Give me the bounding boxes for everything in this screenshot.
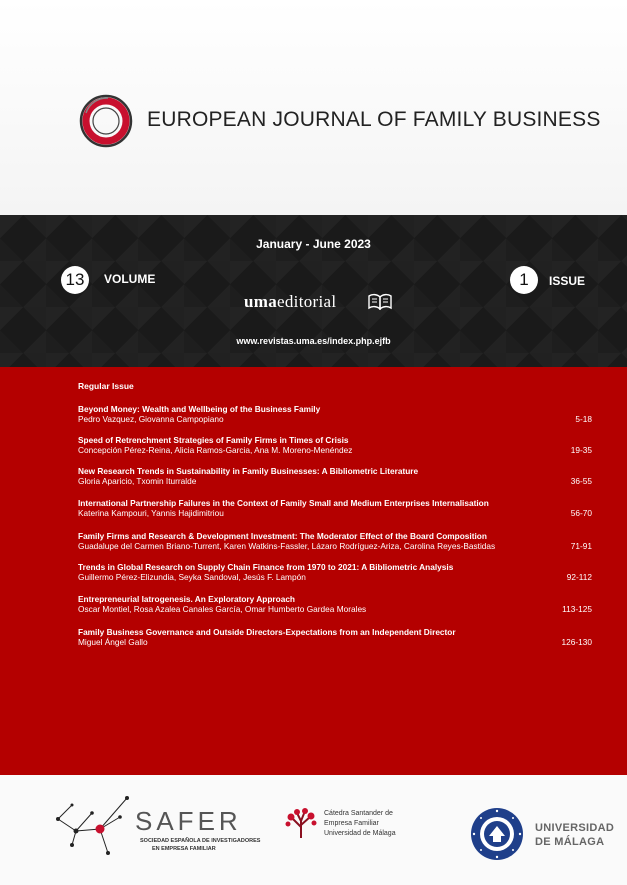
publisher-prefix: uma	[244, 292, 278, 311]
journal-logo-icon	[78, 93, 134, 149]
section-label: Regular Issue	[78, 381, 134, 391]
article-authors: Katerina Kampouri, Yannis Hajidimitriou	[78, 508, 224, 518]
catedra-line-3: Universidad de Málaga	[324, 830, 396, 837]
university-name-line-1: UNIVERSIDAD	[535, 822, 615, 834]
university-name-line-2: DE MÁLAGA	[535, 836, 605, 848]
article-authors: Guillermo Pérez-Elizundia, Seyka Sandoval, Jesús F. Lampón	[78, 572, 306, 582]
article-authors: Oscar Montiel, Rosa Azalea Canales García, Omar Humberto Gardea Morales	[78, 604, 367, 614]
issue-label: ISSUE	[549, 274, 586, 288]
catedra-line-1: Cátedra Santander de	[324, 810, 393, 817]
catedra-line-2: Empresa Familiar	[324, 820, 379, 827]
issue-number: 1	[510, 266, 538, 294]
article-authors: Pedro Vazquez, Giovanna Campopiano	[78, 414, 224, 424]
volume-number: 13	[61, 266, 89, 294]
open-book-icon	[368, 293, 392, 310]
article-title[interactable]: New Research Trends in Sustainability in Family Businesses: A Bibliometric Literature	[78, 466, 419, 476]
article-pages: 19-35	[570, 445, 592, 455]
journal-title: EUROPEAN JOURNAL OF FAMILY BUSINESS	[147, 108, 601, 131]
article-title[interactable]: Beyond Money: Wealth and Wellbeing of the Business Family	[78, 404, 321, 414]
article-pages: 56-70	[570, 508, 592, 518]
cover-header	[0, 0, 627, 215]
article-title[interactable]: Trends in Global Research on Supply Chain Finance from 1970 to 2021: A Bibliometric Analysis	[78, 562, 454, 572]
article-pages: 5-18	[575, 414, 592, 424]
article-title[interactable]: Entrepreneurial Iatrogenesis. An Exploratory Approach	[78, 594, 295, 604]
safer-subtitle-1: SOCIEDAD ESPAÑOLA DE INVESTIGADORES	[140, 838, 261, 844]
safer-network-icon	[52, 795, 137, 857]
article-authors: Gloria Aparicio, Txomin Iturralde	[78, 476, 197, 486]
issue-dates: January - June 2023	[256, 237, 371, 251]
journal-url-link[interactable]: www.revistas.uma.es/index.php.ejfb	[236, 336, 391, 346]
article-title[interactable]: Speed of Retrenchment Strategies of Family Firms in Times of Crisis	[78, 435, 349, 445]
volume-label: VOLUME	[104, 272, 156, 286]
article-authors: Miguel Ángel Gallo	[78, 637, 148, 647]
article-authors: Concepción Pérez-Reina, Alicia Ramos-Garcia, Ana M. Moreno-Menéndez	[78, 445, 353, 455]
safer-subtitle-2: EN EMPRESA FAMILIAR	[152, 846, 216, 852]
article-title[interactable]: International Partnership Failures in the Context of Family Small and Medium Enterprises Internalisation	[78, 498, 489, 508]
article-pages: 126-130	[561, 637, 592, 647]
publisher-logo	[244, 292, 336, 312]
article-title[interactable]: Family Firms and Research & Development Investment: The Moderator Effect of the Board Composition	[78, 531, 487, 541]
article-pages: 36-55	[570, 476, 592, 486]
publisher-rest: editorial	[277, 292, 337, 311]
article-pages: 92-112	[566, 572, 592, 582]
article-title[interactable]: Family Business Governance and Outside Directors-Expectations from an Independent Director	[78, 627, 456, 637]
tree-icon	[284, 807, 318, 839]
safer-wordmark: SAFER	[135, 806, 242, 836]
article-pages: 113-125	[562, 604, 592, 614]
article-pages: 71-91	[570, 541, 592, 551]
university-seal-icon	[469, 806, 525, 862]
article-authors: Guadalupe del Carmen Briano-Turrent, Karen Watkins-Fassler, Lázaro Rodríguez-Ariza, Carolina Reyes-Bastidas	[78, 541, 496, 551]
